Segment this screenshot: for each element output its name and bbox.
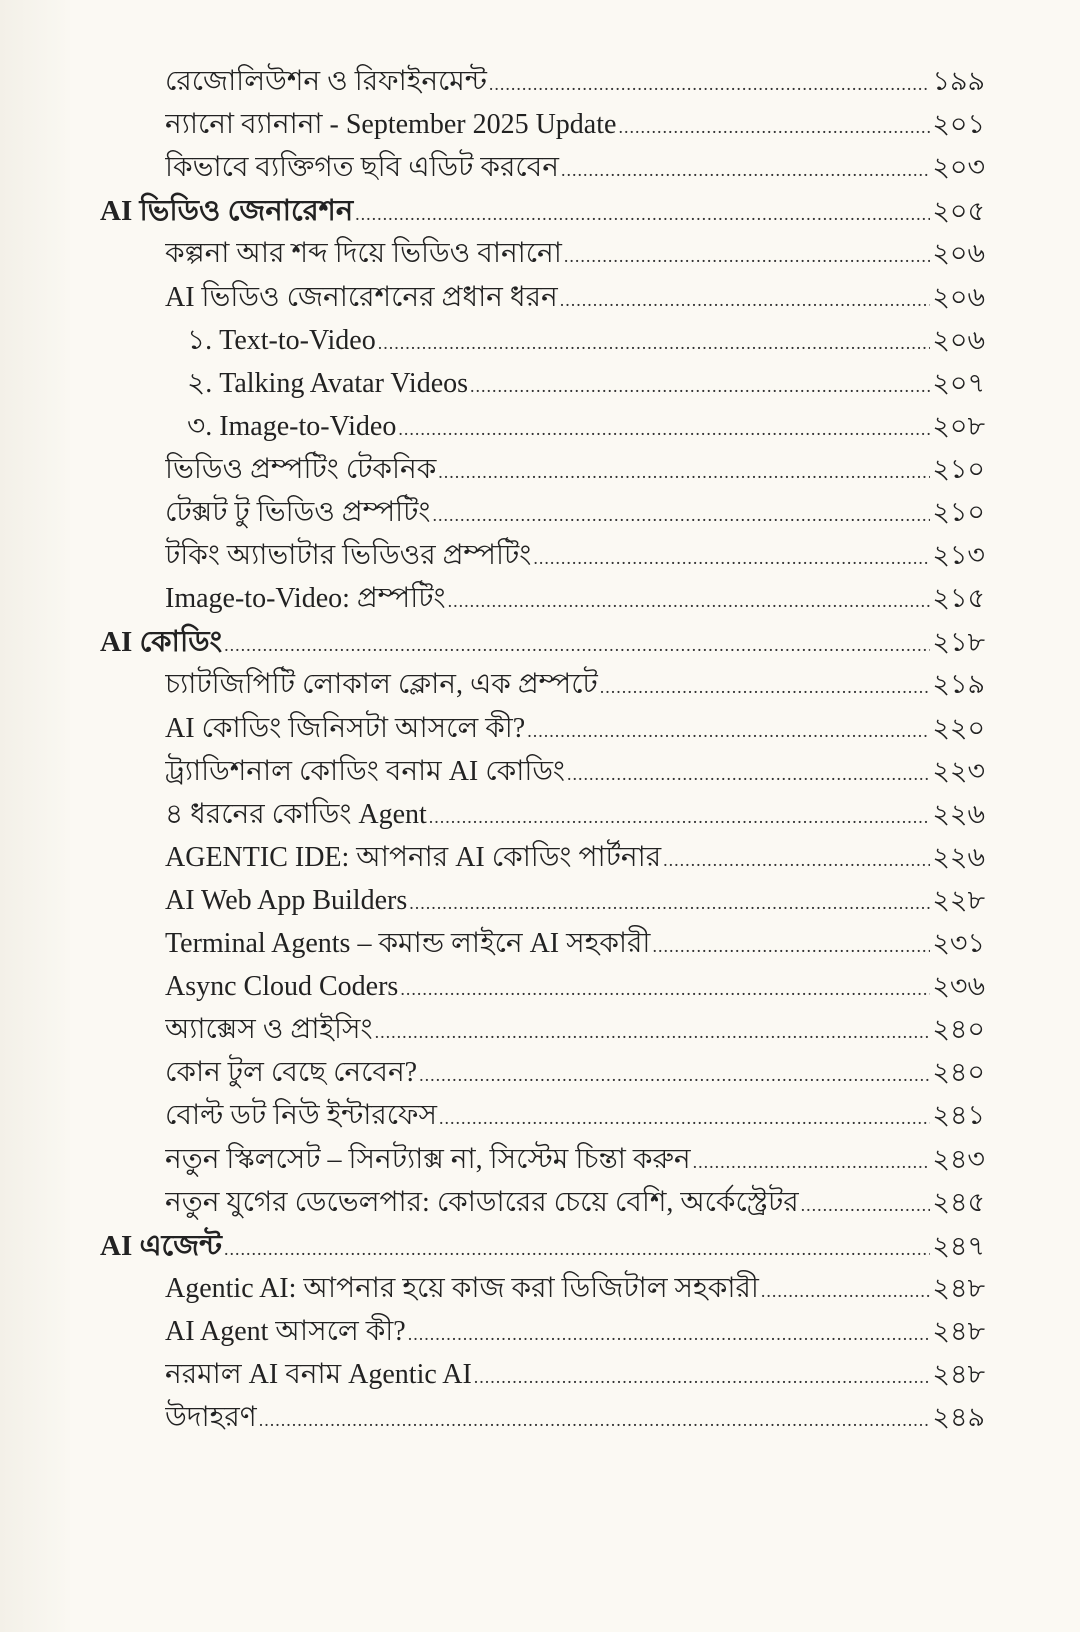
toc-entry-title: নতুন স্কিলসেট – সিনট্যাক্স না, সিস্টেম চিন্তা করুন xyxy=(165,1143,691,1175)
toc-section-entry[interactable] xyxy=(100,189,985,233)
toc-entry-title: নরমাল AI বনাম Agentic AI xyxy=(165,1359,472,1390)
toc-entry-page-number: ২৪০ xyxy=(932,1057,985,1089)
toc-entry-page-number: ২২৬ xyxy=(932,798,985,830)
toc-entry-title: কোন টুল বেছে নেবেন? xyxy=(165,1057,418,1089)
toc-entry-title: ট্র্যাডিশনাল কোডিং বনাম AI কোডিং xyxy=(165,755,565,787)
toc-entry-page-number: ২১৮ xyxy=(932,627,985,659)
toc-entry[interactable] xyxy=(165,1008,985,1052)
toc-entry[interactable] xyxy=(187,405,985,449)
toc-entry[interactable] xyxy=(165,879,985,923)
toc-entry-title: টেক্সট টু ভিডিও প্রম্পটিং xyxy=(165,497,431,528)
toc-entry[interactable] xyxy=(165,103,985,147)
dot-leader xyxy=(375,1022,931,1043)
toc-entry-page-number: ২০৫ xyxy=(932,196,985,228)
dot-leader xyxy=(564,246,930,267)
toc-entry[interactable] xyxy=(165,663,985,707)
toc-entry[interactable] xyxy=(165,1267,985,1311)
toc-entry[interactable] xyxy=(165,448,985,492)
toc-entry-title: AGENTIC IDE: আপনার AI কোডিং পার্টনার xyxy=(165,841,662,873)
toc-entry-page-number: ২২৩ xyxy=(932,755,985,787)
toc-entry-title: ৩. Image-to-Video xyxy=(187,410,397,442)
toc-entry-title: AI এজেন্ট xyxy=(100,1229,222,1262)
toc-entry-page-number: ২২৬ xyxy=(932,841,985,873)
dot-leader xyxy=(567,764,930,785)
toc-entry[interactable] xyxy=(165,1138,985,1182)
toc-entry-title: অ্যাক্সেস ও প্রাইসিং xyxy=(165,1014,373,1046)
toc-entry[interactable] xyxy=(187,362,985,406)
toc-entry-page-number: ২১০ xyxy=(932,497,985,528)
toc-entry-page-number: ২২৮ xyxy=(932,884,985,916)
toc-entry[interactable] xyxy=(165,1181,985,1225)
toc-entry[interactable] xyxy=(165,534,985,578)
toc-entry-title: নতুন যুগের ডেভেলপার: কোডারের চেয়ে বেশি, অর্কেস্ট্রেটর xyxy=(165,1186,799,1218)
toc-entry-title: ন্যানো ব্যানানা - September 2025 Update xyxy=(165,109,617,141)
dot-leader xyxy=(470,376,930,397)
toc-entry-title: Agentic AI: আপনার হয়ে কাজ করা ডিজিটাল সহকারী xyxy=(165,1272,759,1304)
dot-leader xyxy=(600,677,931,698)
toc-entry[interactable] xyxy=(165,750,985,794)
toc-entry-page-number: ২৪৩ xyxy=(932,1143,985,1175)
toc-entry-page-number: ২৪৯ xyxy=(932,1402,985,1434)
dot-leader xyxy=(409,893,930,914)
toc-entry[interactable] xyxy=(165,1310,985,1354)
toc-entry-page-number: ২০৬ xyxy=(932,238,985,270)
toc-entry-page-number: ২০৬ xyxy=(932,324,985,356)
dot-leader xyxy=(408,1324,931,1345)
toc-section-entry[interactable] xyxy=(100,620,985,664)
toc-entry-page-number: ২০৬ xyxy=(932,281,985,313)
toc-entry-title: AI ভিডিও জেনারেশনের প্রধান ধরন xyxy=(165,281,558,313)
toc-entry-page-number: ২১৫ xyxy=(932,583,985,615)
toc-entry-page-number: ২১৩ xyxy=(932,540,985,572)
dot-leader xyxy=(448,591,931,612)
dot-leader xyxy=(663,850,930,871)
toc-entry-page-number: ২৪১ xyxy=(932,1100,985,1132)
toc-entry[interactable] xyxy=(165,836,985,880)
toc-entry-title: AI Web App Builders xyxy=(165,884,408,916)
toc-entry-page-number: ২৪৮ xyxy=(932,1315,985,1347)
toc-entry-page-number: ২৪৮ xyxy=(932,1272,985,1304)
toc-entry[interactable] xyxy=(165,965,985,1009)
toc-entry[interactable] xyxy=(165,922,985,966)
toc-entry[interactable] xyxy=(165,793,985,837)
toc-entry-page-number: ২৪০ xyxy=(932,1014,985,1046)
toc-entry-title: উদাহরণ xyxy=(165,1402,257,1434)
toc-entry[interactable] xyxy=(165,232,985,276)
dot-leader xyxy=(355,204,930,225)
toc-entry-title: ১. Text-to-Video xyxy=(187,324,376,356)
toc-entry-page-number: ২৪৫ xyxy=(932,1186,985,1218)
dot-leader xyxy=(474,1367,931,1388)
dot-leader xyxy=(438,462,930,483)
dot-leader xyxy=(561,160,930,181)
toc-entry-page-number: ২৩১ xyxy=(932,928,985,959)
toc-entry-title: AI কোডিং জিনিসটা আসলে কী? xyxy=(165,712,526,744)
toc-entry[interactable] xyxy=(165,60,985,104)
toc-entry-page-number: ২৩৬ xyxy=(932,971,985,1003)
toc-entry[interactable] xyxy=(165,1353,985,1397)
dot-leader xyxy=(801,1195,931,1216)
toc-entry[interactable] xyxy=(165,491,985,535)
toc-section-entry[interactable] xyxy=(100,1224,985,1268)
page-gutter-shade xyxy=(0,0,70,1632)
toc-entry-page-number: ২৪৭ xyxy=(932,1230,985,1262)
toc-entry-page-number: ২০৩ xyxy=(932,152,985,184)
toc-entry[interactable] xyxy=(165,707,985,751)
toc-entry-page-number: ২০১ xyxy=(932,109,985,141)
dot-leader xyxy=(429,807,931,828)
toc-entry-page-number: ২০৮ xyxy=(932,410,985,442)
toc-entry-page-number: ২২০ xyxy=(932,712,985,744)
toc-entry-title: Terminal Agents – কমান্ড লাইনে AI সহকারী xyxy=(165,928,651,959)
toc-entry[interactable] xyxy=(165,1094,985,1138)
dot-leader xyxy=(439,1108,930,1129)
toc-entry-title: AI কোডিং xyxy=(100,626,223,659)
toc-entry-title: টকিং অ্যাভাটার ভিডিওর প্রম্পটিং xyxy=(165,540,532,572)
toc-entry-title: ২. Talking Avatar Videos xyxy=(187,367,469,399)
dot-leader xyxy=(398,419,930,440)
toc-entry-page-number: ২১৯ xyxy=(932,669,985,701)
dot-leader xyxy=(761,1281,931,1302)
dot-leader xyxy=(419,1065,930,1086)
dot-leader xyxy=(489,74,931,95)
toc-entry-title: কিভাবে ব্যক্তিগত ছবি এডিট করবেন xyxy=(165,152,559,184)
toc-entry-page-number: ২০৭ xyxy=(932,367,985,399)
toc-entry[interactable] xyxy=(187,319,985,363)
toc-entry[interactable] xyxy=(165,146,985,190)
dot-leader xyxy=(400,979,930,1000)
dot-leader xyxy=(259,1410,931,1431)
toc-entry-title: ভিডিও প্রম্পটিং টেকনিক xyxy=(165,453,437,485)
toc-entry-page-number: ২১০ xyxy=(932,453,985,485)
toc-entry[interactable] xyxy=(165,577,985,621)
dot-leader xyxy=(224,1239,930,1260)
toc-entry-title: ৪ ধরনের কোডিং Agent xyxy=(165,798,427,830)
toc-entry-title: Image-to-Video: প্রম্পটিং xyxy=(165,583,446,615)
dot-leader xyxy=(533,548,930,569)
toc-entry-title: AI Agent আসলে কী? xyxy=(165,1315,406,1347)
dot-leader xyxy=(224,635,930,656)
dot-leader xyxy=(652,936,930,957)
toc-entry-title: রেজোলিউশন ও রিফাইনমেন্ট xyxy=(165,66,487,97)
toc-entry-title: বোল্ট ডট নিউ ইন্টারফেস xyxy=(165,1100,438,1132)
dot-leader xyxy=(432,505,930,526)
toc-entry[interactable] xyxy=(165,1051,985,1095)
toc-entry-title: কল্পনা আর শব্দ দিয়ে ভিডিও বানানো xyxy=(165,238,562,270)
dot-leader xyxy=(378,333,931,354)
dot-leader xyxy=(527,721,930,742)
toc-entry[interactable] xyxy=(165,1396,985,1440)
dot-leader xyxy=(693,1152,931,1173)
toc-entry-title: AI ভিডিও জেনারেশন xyxy=(100,195,354,228)
dot-leader xyxy=(560,290,931,311)
dot-leader xyxy=(618,117,930,138)
toc-entry-title: চ্যাটজিপিটি লোকাল ক্লোন, এক প্রম্পটে xyxy=(165,669,598,701)
toc-entry-page-number: ১৯৯ xyxy=(932,66,985,97)
toc-entry[interactable] xyxy=(165,276,985,320)
toc-entry-title: Async Cloud Coders xyxy=(165,971,399,1003)
toc-entry-page-number: ২৪৮ xyxy=(932,1359,985,1390)
